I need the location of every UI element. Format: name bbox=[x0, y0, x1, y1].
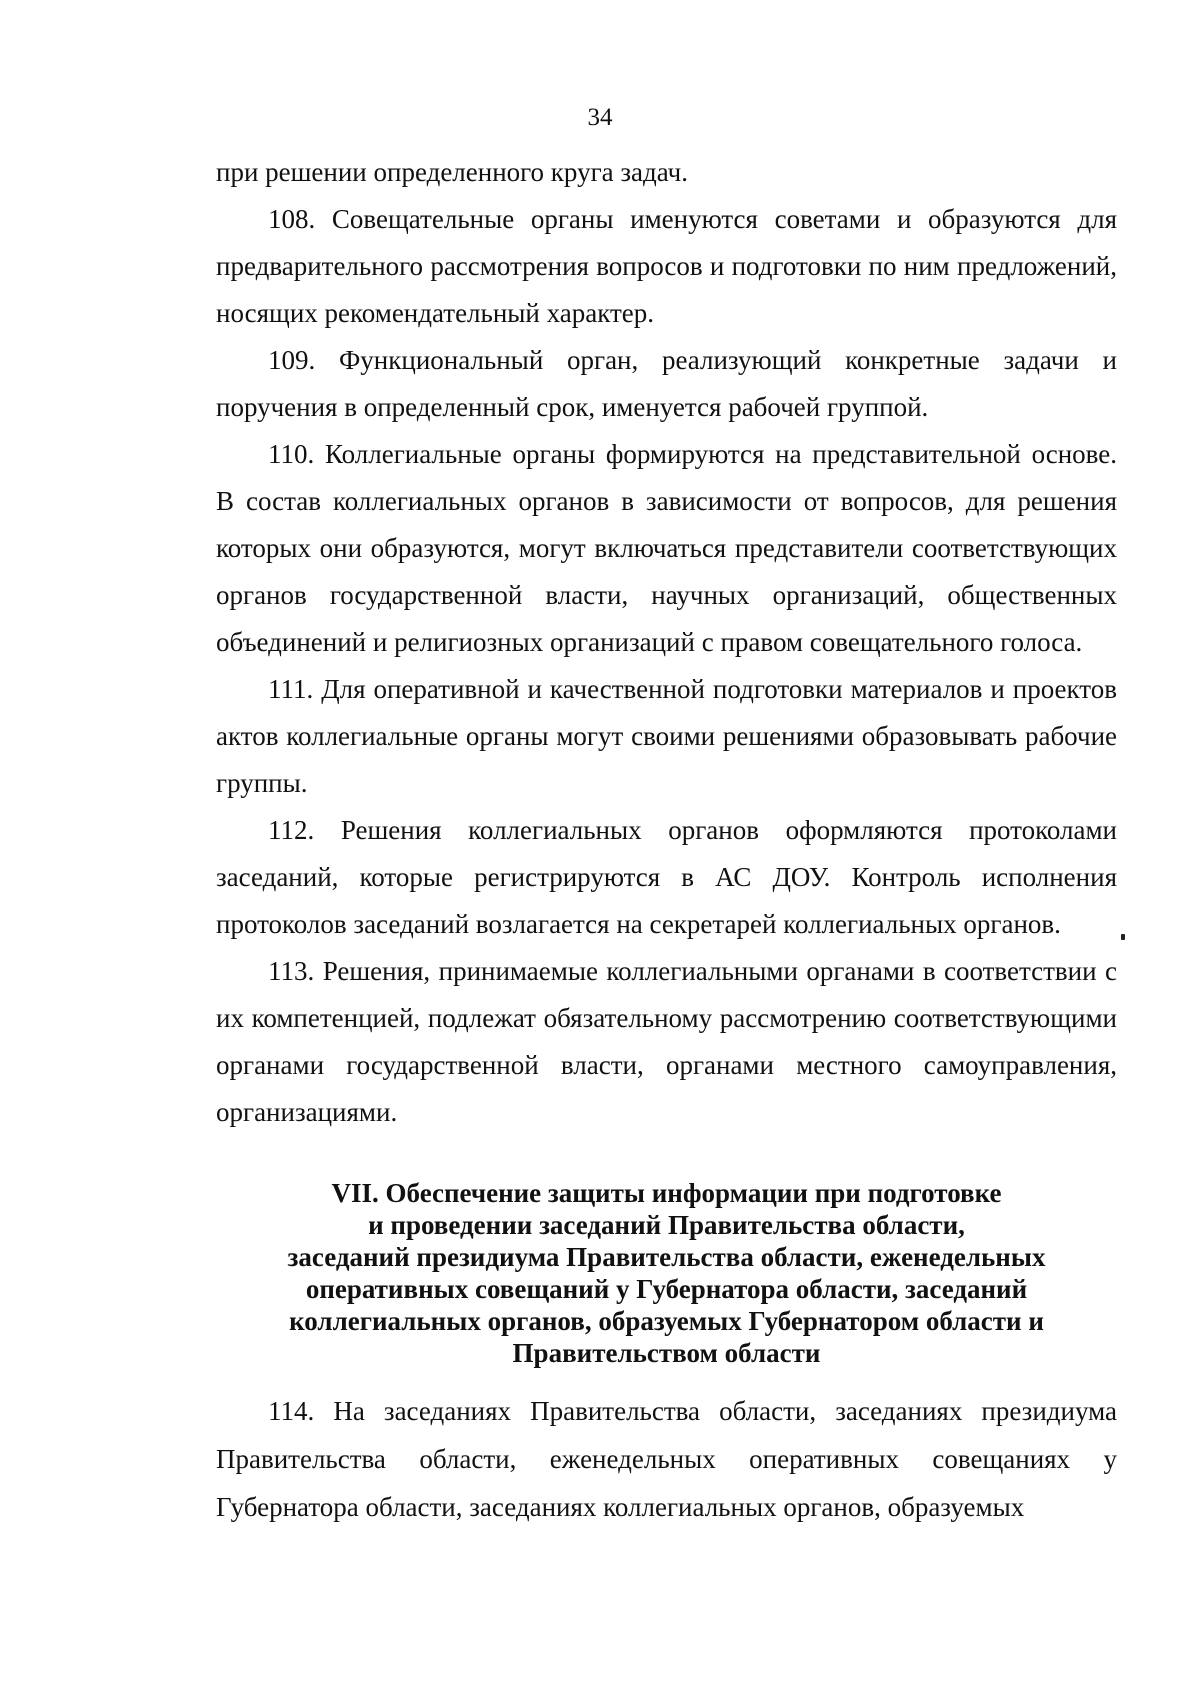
section-heading-line: VII. Обеспечение защиты информации при подготовке bbox=[331, 1178, 1002, 1208]
paragraph-109: 109. Функциональный орган, реализующий конкретные задачи и поручения в определенный срок, именуется рабочей группой. bbox=[216, 345, 1117, 422]
body-text-after-heading bbox=[216, 1387, 1117, 1531]
paragraph-113: 113. Решения, принимаемые коллегиальными органами в соответствии с их компетенцией, подлежат обязательному рассмотрению соответствующими органами государственной власти, органами местного самоуправления, организациями. bbox=[216, 956, 1117, 1127]
paragraph-110: 110. Коллегиальные органы формируются на представительной основе. В состав коллегиальных органов в зависимости от вопросов, для решения которых они образуются, могут включаться представители соответствующих органов государственной власти, научных организаций, общественных объединений и религиозных организаций с правом совещательного голоса. bbox=[216, 439, 1117, 657]
paragraph-112: 112. Решения коллегиальных органов оформляются протоколами заседаний, которые регистрируются в АС ДОУ. Контроль исполнения протоколов заседаний возлагается на секретарей коллегиальных органов. bbox=[216, 815, 1117, 939]
section-heading-line: заседаний президиума Правительства области, еженедельных bbox=[287, 1242, 1046, 1272]
section-heading-line: и проведении заседаний Правительства области, bbox=[368, 1210, 965, 1240]
section-heading-line: Правительством области bbox=[512, 1338, 821, 1368]
section-heading bbox=[216, 1177, 1117, 1369]
paragraph-111: 111. Для оперативной и качественной подготовки материалов и проектов актов коллегиальные органы могут своими решениями образовывать рабочие группы. bbox=[216, 674, 1117, 798]
section-heading-line: оперативных совещаний у Губернатора области, заседаний bbox=[305, 1274, 1028, 1304]
section-heading-line: коллегиальных органов, образуемых Губернатором области и bbox=[289, 1306, 1044, 1336]
scan-speck bbox=[1121, 934, 1125, 940]
paragraph-continuation: при решении определенного круга задач. bbox=[216, 157, 688, 187]
body-text bbox=[216, 149, 1117, 1136]
paragraph-108: 108. Совещательные органы именуются советами и образуются для предварительного рассмотрения вопросов и подготовки по ним предложений, носящих рекомендательный характер. bbox=[216, 204, 1117, 328]
paragraph-114: 114. На заседаниях Правительства области, заседаниях президиума Правительства области, еженедельных оперативных совещаниях у Губернатора области, заседаниях коллегиальных органов, образуемых bbox=[216, 1396, 1117, 1522]
page-number: 34 bbox=[587, 104, 613, 131]
